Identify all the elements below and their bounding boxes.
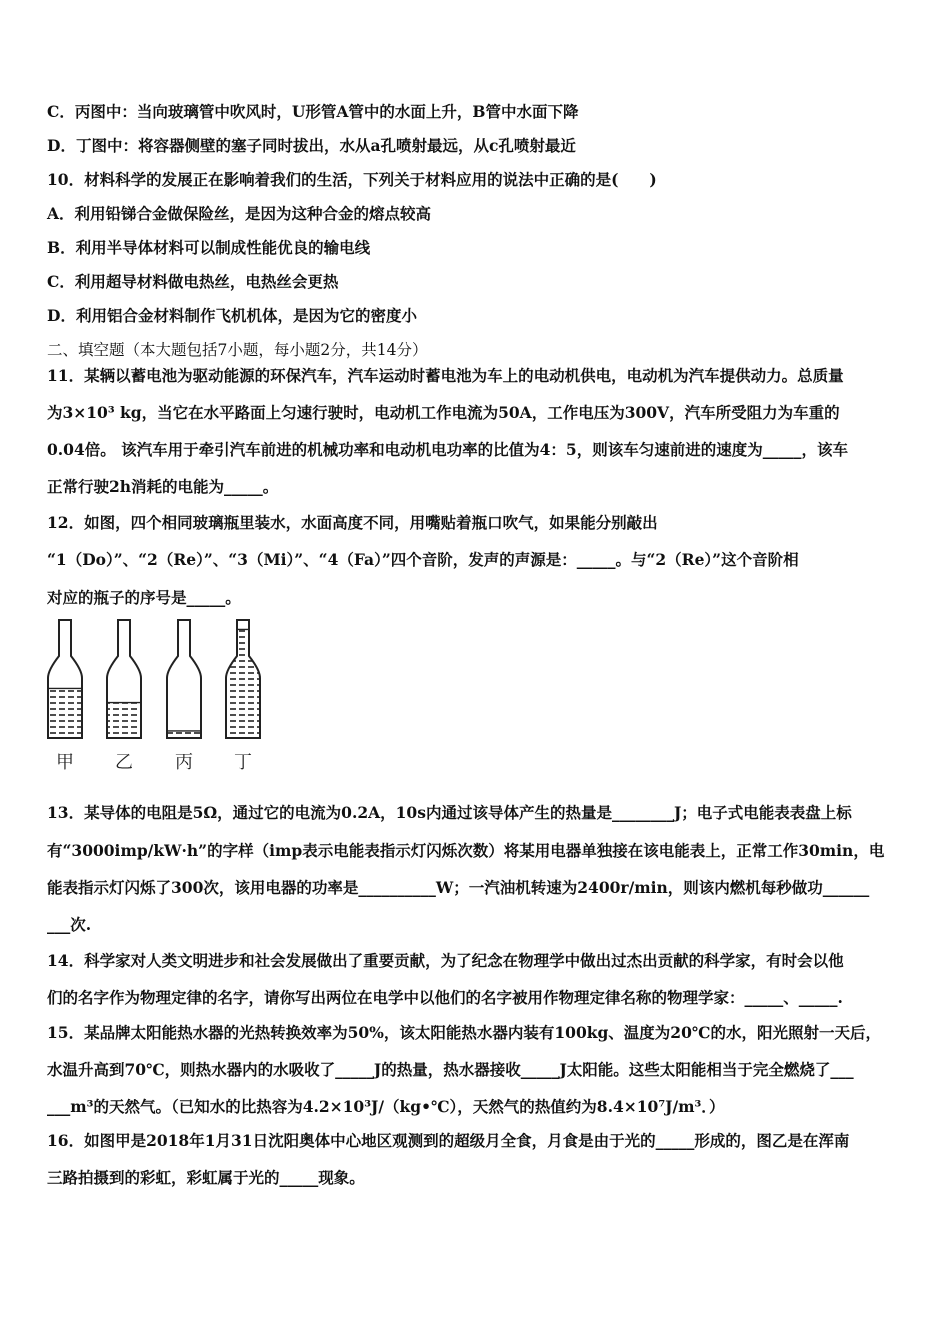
q13-line-2: 有“3000imp/kW·h”的字样（imp表示电能表指示灯闪烁次数）将某用电器单独接在该电能表上，正常工作30min，电 xyxy=(47,841,885,860)
q13-line-4: ___次. xyxy=(47,915,92,934)
bottle-label-4: 丁 xyxy=(234,752,252,773)
q10-stem: 10．材料科学的发展正在影响着我们的生活，下列关于材料应用的说法中正确的是( ) xyxy=(47,170,657,189)
q9-option-d: D．丁图中：将容器侧壁的塞子同时拔出，水从a孔喷射最远，从c孔喷射最近 xyxy=(47,136,576,155)
q9-option-c: C．丙图中：当向玻璃管中吹风时，U形管A管中的水面上升，B管中水面下降 xyxy=(47,102,579,121)
q11-line-4: 正常行驶2h消耗的电能为_____。 xyxy=(47,477,279,496)
q16-line-1: 16．如图甲是2018年1月31日沈阳奥体中心地区观测到的超级月全食，月食是由于光的_____形成的，图乙是在浑南 xyxy=(47,1131,850,1150)
bottle-water-4 xyxy=(226,629,260,738)
q15-line-1: 15．某品牌太阳能热水器的光热转换效率为50%，该太阳能热水器内装有100kg、温度为20℃的水，阳光照射一天后， xyxy=(47,1023,881,1042)
q12-line-2: “1（Do）”、“2（Re）”、“3（Mi）”、“4（Fa）”四个音阶，发声的声源是：_____。与“2（Re）”这个音阶相 xyxy=(47,550,799,569)
q10-option-b: B．利用半导体材料可以制成性能优良的输电线 xyxy=(47,238,371,257)
bottle-water-1 xyxy=(48,688,82,738)
bottle-label-3: 丙 xyxy=(175,752,193,773)
bottle-label-1: 甲 xyxy=(56,752,74,773)
q12-line-1: 12．如图，四个相同玻璃瓶里装水，水面高度不同，用嘴贴着瓶口吹气，如果能分别敲出 xyxy=(47,513,658,532)
q14-line-2: 们的名字作为物理定律的名字，请你写出两位在电学中以他们的名字被用作物理定律名称的物理学家：_____、_____. xyxy=(47,988,843,1007)
bottle-3 xyxy=(167,620,201,738)
q15-line-3: ___m³的天然气。（已知水的比热容为4.2×10³J/（kg•℃），天然气的热值约为8.4×10⁷J/m³．） xyxy=(47,1097,725,1116)
q11-line-2: 为3×10³ kg，当它在水平路面上匀速行驶时，电动机工作电流为50A，工作电压为300V，汽车所受阻力为车重的 xyxy=(47,403,840,422)
q10-option-c: C．利用超导材料做电热丝，电热丝会更热 xyxy=(47,272,339,291)
q10-option-d: D．利用铝合金材料制作飞机机体，是因为它的密度小 xyxy=(47,306,417,325)
q13-line-1: 13．某导体的电阻是5Ω，通过它的电流为0.2A，10s内通过该导体产生的热量是________J；电子式电能表表盘上标 xyxy=(47,803,852,822)
section-heading: 二、填空题（本大题包括7小题，每小题2分，共14分） xyxy=(47,341,428,359)
q11-line-3: 0.04倍。 该汽车用于牵引汽车前进的机械功率和电动机电功率的比值为4：5，则该车匀速前进的速度为_____，该车 xyxy=(47,440,848,459)
q14-line-1: 14．科学家对人类文明进步和社会发展做出了重要贡献，为了纪念在物理学中做出过杰出贡献的科学家，有时会以他 xyxy=(47,951,844,970)
bottles-figure xyxy=(40,616,270,776)
q16-line-2: 三路拍摄到的彩虹，彩虹属于光的_____现象。 xyxy=(47,1168,365,1187)
q15-line-2: 水温升高到70℃，则热水器内的水吸收了_____J的热量，热水器接收_____J太阳能。这些太阳能相当于完全燃烧了___ xyxy=(47,1060,854,1079)
bottle-water-2 xyxy=(107,703,141,738)
bottle-water-3 xyxy=(167,731,201,738)
bottle-label-2: 乙 xyxy=(115,752,133,773)
q13-line-3: 能表指示灯闪烁了300次，该用电器的功率是__________W；一汽油机转速为2400r/min，则该内燃机每秒做功______ xyxy=(47,878,870,897)
q12-line-3: 对应的瓶子的序号是_____。 xyxy=(47,588,241,607)
q11-line-1: 11．某辆以蓄电池为驱动能源的环保汽车，汽车运动时蓄电池为车上的电动机供电，电动机为汽车提供动力。总质量 xyxy=(47,366,844,385)
q10-option-a: A．利用铅锑合金做保险丝，是因为这种合金的熔点较高 xyxy=(47,204,432,223)
